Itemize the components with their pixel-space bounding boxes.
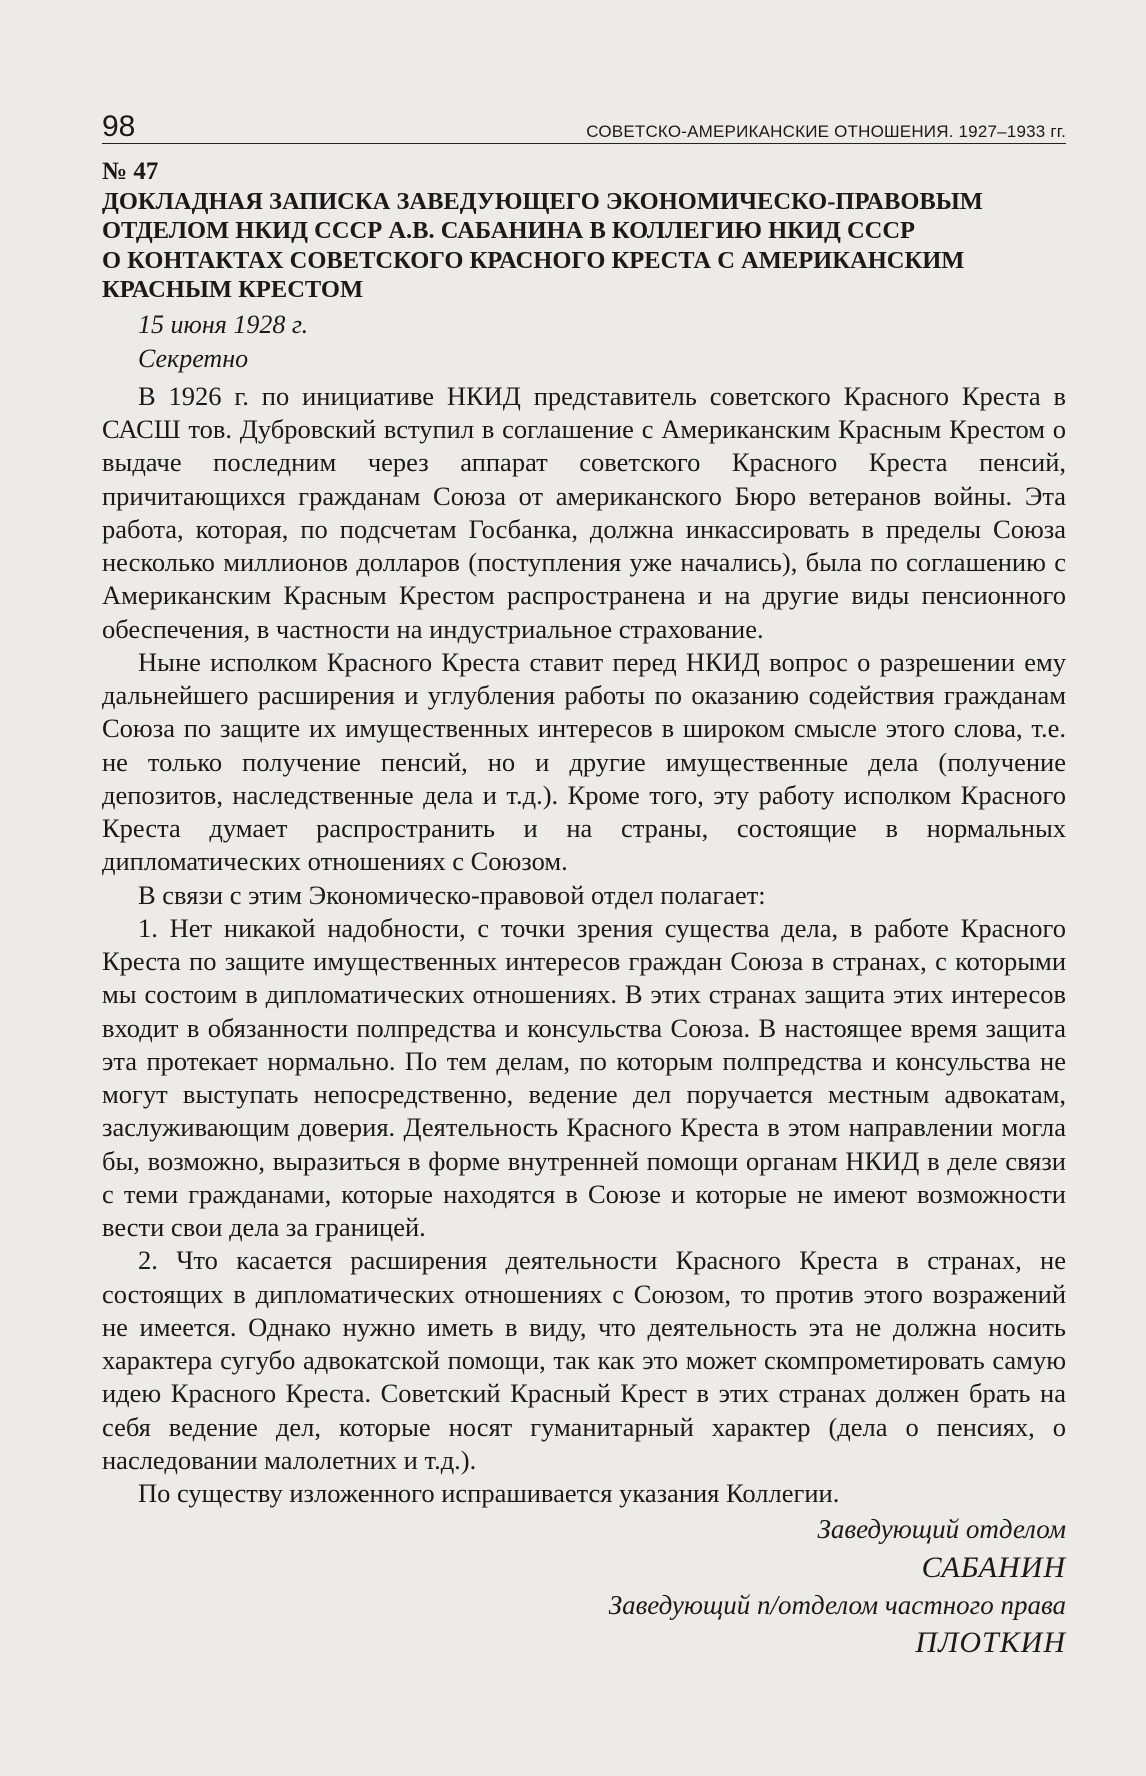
document-title-line: ОТДЕЛОМ НКИД СССР А.В. САБАНИНА В КОЛЛЕГИЮ НКИД СССР (102, 217, 916, 245)
signature-block (102, 1512, 1066, 1662)
document-date: 15 июня 1928 г. (138, 310, 309, 340)
page-number: 98 (102, 110, 136, 143)
body-paragraph: Ныне исполком Красного Креста ставит перед НКИД вопрос о разрешении ему дальнейшего расширения и углубления работы по оказанию содействия гражданам Союза по защите их имущественных интересов в широком смысле этого слова, т.е. не только получение пенсий, но и другие имущественные дела (получение депозитов, наследственные дела и т.д.). Кроме того, эту работу исполком Красного Креста думает распространить и на страны, состоящие в нормальных дипломатических отношениях с Союзом. (102, 646, 1066, 877)
classification-mark: Секретно (138, 344, 249, 374)
document-title (102, 187, 1066, 305)
body-paragraph: 2. Что касается расширения деятельности Красного Креста в странах, не состоящих в дипломатических отношениях с Союзом, то против этого возражений не имеется. Однако нужно иметь в виду, что деятельность эта не должна носить характера сугубо адвокатской помощи, так как это может скомпрометировать самую идею Красного Креста. Советский Красный Крест в этих странах должен брать на себя ведение дел, которые носят гуманитарный характер (дела о пенсиях, о наследовании малолетних и т.д.). (102, 1245, 1066, 1475)
body-paragraph: 1. Нет никакой надобности, с точки зрения существа дела, в работе Красного Креста по защите имущественных интересов граждан Союза в странах, с которыми мы состоим в дипломатических отношениях. В этих странах защита этих интересов входит в обязанности полпредства и консульства Союза. В настоящее время защита эта протекает нормально. По тем делам, по которым полпредства и консульства не могут выступать непосредственно, ведение дел поручается местным адвокатам, заслуживающим доверия. Деятельность Красного Креста в этом направлении могла бы, возможно, выразиться в форме внутренней помощи органам НКИД в деле связи с теми гражданами, которые находятся в Союзе и которые не имеют возможности вести свои дела за границей. (102, 912, 1066, 1243)
document-number: № 47 (102, 158, 159, 185)
signer-name: САБАНИН (921, 1551, 1066, 1585)
body-paragraph: В 1926 г. по инициативе НКИД представитель советского Красного Креста в САСШ тов. Дубровский вступил в соглашение с Американским Красным Крестом о выдаче последним через аппарат советского Красного Креста пенсий, причитающихся гражданам Союза от американского Бюро ветеранов войны. Эта работа, которая, по подсчетам Госбанка, должна инкассировать в пределы Союза несколько миллионов долларов (поступления уже начались), была по соглашению с Американским Красным Крестом распространена и на другие виды пенсионного обеспечения, в частности на индустриальное страхование. (102, 380, 1066, 644)
running-head (102, 112, 1066, 144)
signer-name: ПЛОТКИН (915, 1626, 1066, 1660)
body-paragraph: В связи с этим Экономическо-правовой отдел полагает: (138, 879, 766, 910)
document-title-line: О КОНТАКТАХ СОВЕТСКОГО КРАСНОГО КРЕСТА С АМЕРИКАНСКИМ (102, 246, 965, 274)
body-paragraph: По существу изложенного испрашивается указания Коллегии. (138, 1478, 840, 1509)
series-title: СОВЕТСКО-АМЕРИКАНСКИЕ ОТНОШЕНИЯ. 1927–1933 гг. (586, 122, 1066, 141)
signer-title: Заведующий п/отделом частного права (608, 1589, 1066, 1620)
document-title-line: КРАСНЫМ КРЕСТОМ (102, 275, 364, 303)
document-meta (138, 308, 1066, 376)
document-body (102, 380, 1066, 1511)
signer-title: Заведующий отделом (817, 1514, 1066, 1545)
document-title-line: ДОКЛАДНАЯ ЗАПИСКА ЗАВЕДУЮЩЕГО ЭКОНОМИЧЕСКО-ПРАВОВЫМ (102, 187, 983, 215)
